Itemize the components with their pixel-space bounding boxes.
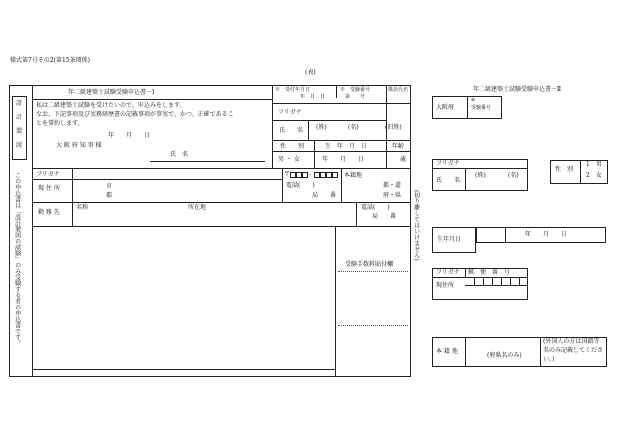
form-number: 様式第7号その2(第15条関係) bbox=[10, 57, 90, 64]
form-title-1: 年二級建築士試験受験申込書－Ⅰ bbox=[68, 89, 155, 96]
form-title-2: 年二級建築士試験受験申込書－Ⅱ bbox=[473, 86, 562, 93]
cut-note: (切り離してはいけません) bbox=[412, 190, 420, 261]
fee-stamp-area: 受験手数料貼付欄 bbox=[345, 261, 394, 268]
side-note: この申込書は「設計製図の試験」のみ受験する者の申込書です。 bbox=[13, 172, 21, 346]
side-label: (表) bbox=[305, 69, 316, 76]
governor: 大 阪 府 知 事 様 bbox=[56, 142, 102, 149]
